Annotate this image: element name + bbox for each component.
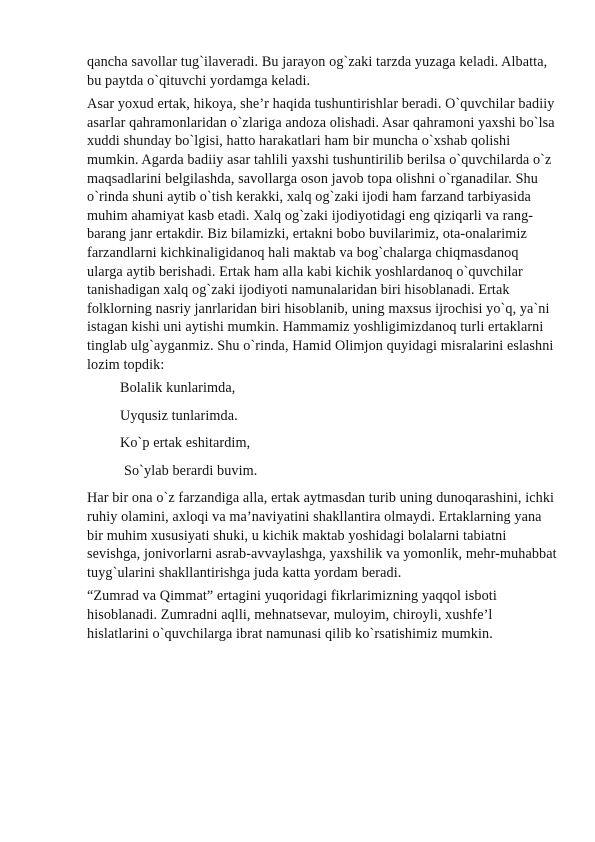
paragraph-2: Asar yoxud ertak, hikoya, she’r haqida tushuntirishlar beradi. O`quvchilar badiiy asarlar qahramonlaridan o`zlariga andoza olishadi. Asar qahramoni yaxshi bo`lsa xuddi shunday bo`lgisi, hatto harakatlari ham bir muncha o`xshab qolishi mumkin. Agarda badiiy asar tahlili yaxshi tushuntirilib berilsa o`quvchilarda o`z maqsadlarini belgilashda, savollarga oson javob topa olishni o`rganadilar. Shu o`rinda shuni aytib o`tish kerakki, xalq og`zaki ijodi ham farzand tarbiyasida muhim ahamiyat kasb etadi. Xalq og`zaki ijodiyotidagi eng qiziqarli va rang-barang janr ertakdir. Biz bilamizki, ertakni bobo buvilarimiz, ota-onalarimiz farzandlarni kichkinaligidanoq hali maktab va bog`chalarga chiqmasdanoq ularga aytib berishadi. Ertak ham alla kabi kichik yoshlardanoq o`quvchilar tanishadigan xalq og`zaki ijodiyoti namunalaridan biri hisoblanadi. Ertak folklorning nasriy janrlaridan biri hisoblanib, uning maxsus ijrochisi yo`q, ya`ni istagan kishi uni aytishi mumkin. Hammamiz yoshligimizdanoq turli ertaklarni tinglab ulg`ayganmiz. Shu o`rinda, Hamid Olimjon quyidagi misralarini eslashni lozim topdik: (87, 96, 555, 373)
poem-line-1: Bolalik kunlarimda, (120, 380, 236, 397)
body-text (87, 53, 557, 648)
paragraph-1: qancha savollar tug`ilaveradi. Bu jarayon og`zaki tarzda yuzaga keladi. Albatta, bu paytda o`qituvchi yordamga keladi. (87, 54, 548, 89)
poem-line-3: Ko`p ertak eshitardim, (120, 435, 251, 452)
poem-quote (87, 379, 557, 480)
poem-line-4: So`ylab berardi buvim. (124, 462, 258, 479)
paragraph-3: Har bir ona o`z farzandiga alla, ertak aytmasdan turib uning dunoqarashini, ichki ruhiy olamini, axloqi va ma’naviyatini shakllantira olmaydi. Ertaklarning yana bir muhim xususiyati shuki, u kichik maktab yoshidagi bolalarni tabiatni sevishga, jonivorlarni asrab-avvaylashga, yaxshilik va yomonlik, mehr-muhabbat tuyg`ularini shakllantirishga juda katta yordam beradi. (87, 490, 557, 581)
poem-line-2: Uyqusiz tunlarimda. (120, 407, 238, 424)
paragraph-4: “Zumrad va Qimmat” ertagini yuqoridagi fikrlarimizning yaqqol isboti hisoblanadi. Zumradni aqlli, mehnatsevar, muloyim, chiroyli, xushfe’l hislatlarini o`quvchilarga ibrat namunasi qilib ko`rsatishimiz mumkin. (87, 588, 497, 642)
